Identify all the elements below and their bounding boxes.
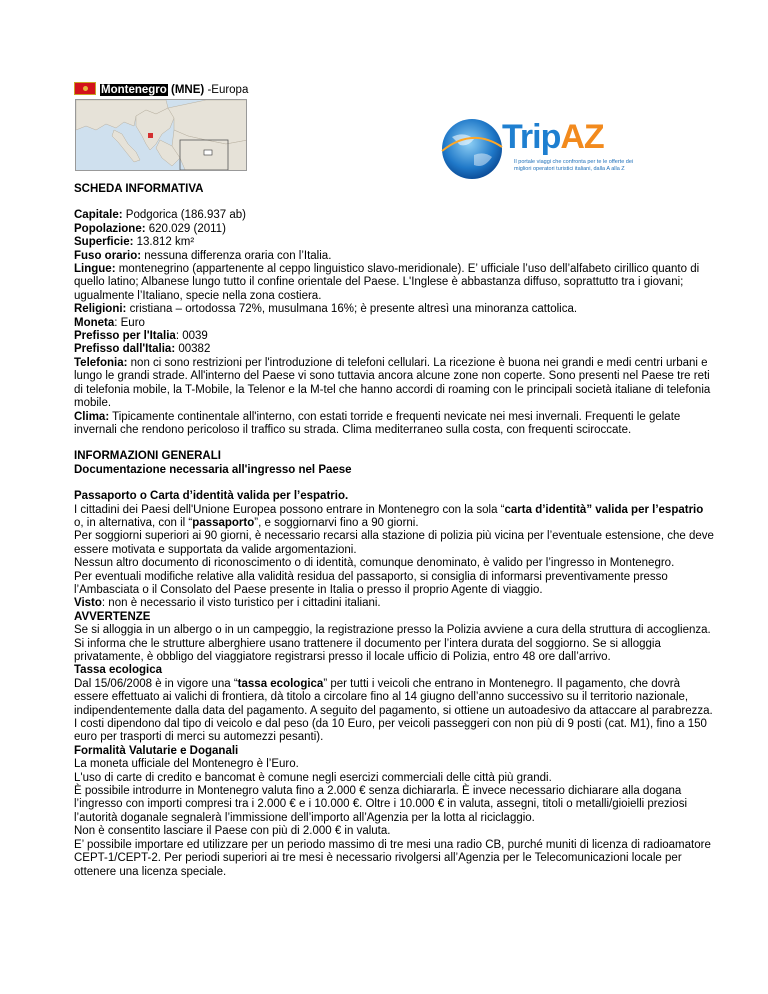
soggiorni-paragraph: Per soggiorni superiori ai 90 giorni, è necessario recarsi alla stazione di polizia più vicina per l’eventuale estensione, che deve essere motivata e supportata da valide argomentazioni. — [74, 530, 714, 556]
country-header — [74, 82, 248, 98]
prefisso-it-value: : 0039 — [175, 330, 208, 343]
moneta-line — [74, 317, 714, 330]
fuso-line — [74, 250, 714, 263]
fuso-value: nessuna differenza oraria con l’Italia. — [141, 249, 332, 262]
documento-paragraph: Nessun altro documento di riconoscimento o di identità, comunque denominato, è valido per l’ingresso in Montenegro. — [74, 557, 675, 570]
capitale-label: Capitale: — [74, 209, 123, 222]
country-region: -Europa — [207, 84, 249, 96]
formalita-p5: E’ possibile importare ed utilizzare per un periodo massimo di tre mesi una radio CB, purché muniti di licenza di radioamatore CEPT-1/CEPT-2. Per periodi superiori ai tre mesi è necessario rivolgersi all’Agenzia per le Telecomunicazioni locale per ottenere una licenza speciale. — [74, 838, 711, 878]
clima-value: Tipicamente continentale all'interno, con estati torride e frequenti nevicate nei mesi invernali. Frequenti le gelate invernali che rendono pericoloso il traffico su strada. Clima mediterraneo sulla costa, con frequenti sciroccate. — [74, 410, 681, 436]
visto-label: Visto — [74, 597, 102, 610]
document-body — [74, 183, 714, 879]
tripaz-logo — [438, 117, 688, 183]
telefonia-line — [74, 357, 714, 411]
country-code: (MNE) — [171, 84, 205, 96]
popolazione-value: 620.029 (2011) — [145, 222, 226, 235]
superficie-label: Superficie: — [74, 236, 134, 249]
logo-tagline-1: Il portale viaggi che confronta per te le offerte dei — [514, 159, 634, 165]
clima-label: Clima: — [74, 410, 110, 423]
passaporto-paragraph — [74, 504, 714, 531]
lingue-label: Lingue: — [74, 263, 116, 276]
capitale-line — [74, 209, 714, 222]
prefisso-dall-line — [74, 343, 714, 356]
fuso-label: Fuso orario: — [74, 249, 142, 262]
superficie-line — [74, 236, 714, 249]
tassa-b: tassa ecologica — [237, 677, 324, 690]
p1-c: o, in alternativa, con il “ — [74, 516, 193, 529]
tassa-title: Tassa ecologica — [74, 664, 162, 677]
modifiche-paragraph: Per eventuali modifiche relative alla validità residua del passaporto, si consiglia di informarsi preventivamente presso l’Ambasciata o il Consolato del Paese presente in Italia o presso il proprio Agente di viaggio. — [74, 570, 668, 596]
religioni-line — [74, 303, 714, 316]
moneta-value: : Euro — [114, 316, 145, 329]
logo-brand-trip: Trip — [502, 118, 561, 156]
scheda-title: SCHEDA INFORMATIVA — [74, 183, 204, 195]
tassa-a: Dal 15/06/2008 è in vigore una “ — [74, 677, 238, 690]
religioni-value: cristiana – ortodossa 72%, musulmana 16%; è presente altresì una minoranza cattolica. — [126, 303, 578, 316]
formalita-p4: Non è consentito lasciare il Paese con più di 2.000 € in valuta. — [74, 825, 391, 838]
country-name: Montenegro — [101, 84, 167, 96]
moneta-label: Moneta — [74, 316, 115, 329]
info-subtitle: Documentazione necessaria all'ingresso nel Paese — [74, 463, 352, 476]
formalita-p2: L'uso di carte di credito e bancomat è comune negli esercizi commerciali delle città più grandi. — [74, 771, 552, 784]
passaporto-title: Passaporto o Carta d’identità valida per l’espatrio. — [74, 490, 349, 503]
popolazione-line — [74, 223, 714, 236]
p1-b: carta d’identità” valida per l’espatrio — [504, 503, 704, 516]
avvertenze-paragraph: Se si alloggia in un albergo o in un campeggio, la registrazione presso la Polizia avviene a cura della struttura di accoglienza. Si informa che le strutture alberghiere usano trattenere il documento per l’intera durata del soggiorno. Se si alloggia privatamente, è obbligo del viaggiatore registrarsi presso il locale ufficio di Polizia, entro 48 ore dall’arrivo. — [74, 624, 711, 663]
p1-a: I cittadini dei Paesi dell'Unione Europea possono entrare in Montenegro con la sola “ — [74, 503, 505, 516]
avvertenze-title: AVVERTENZE — [74, 610, 151, 623]
formalita-p1: La moneta ufficiale del Montenegro è l’Euro. — [74, 758, 299, 771]
p1-d: passaporto — [192, 516, 255, 529]
visto-value: : non è necessario il visto turistico per i cittadini italiani. — [101, 597, 381, 610]
visto-line — [74, 597, 714, 610]
tassa-c: ” per tutti i veicoli che entrano in Montenegro. Il pagamento, che dovrà essere effettuato ai valichi di frontiera, dà titolo a circolare fino al 14 giugno dell’anno successivo su il territorio nazionale, indipendentemente dalla data del pagamento. A seguito del pagamento, si ottiene un autoadesivo da attaccare al parabrezza. I costi dipendono dal tipo di veicolo e dal peso (da 10 Euro, per veicoli passeggeri con non più di 9 posti (cat. M1), fino a 150 euro per trasporti di merci su automezzi pesanti). — [74, 677, 713, 744]
logo-tagline-2: migliori operatori turistici italiani, dalla A alla Z — [514, 165, 625, 172]
formalita-p3: È possibile introdurre in Montenegro valuta fino a 2.000 € senza dichiararla. È invece necessario dichiarare alla dogana l’ingresso con importi compresi tra i 2.000 € e i 10.000 €. Oltre i 10.000 € in valuta, assegni, titoli o metalli/gioielli preziosi l’autorità doganale segnalerà l’immissione dell’importo all’Agenzia per la lotta al riciclaggio. — [74, 785, 688, 824]
prefisso-dall-value: 00382 — [175, 343, 211, 356]
formalita-title: Formalità Valutarie e Doganali — [74, 744, 239, 757]
info-title: INFORMAZIONI GENERALI — [74, 450, 221, 463]
religioni-label: Religioni: — [74, 303, 127, 316]
p1-e: ”, e soggiornarvi fino a 90 giorni. — [254, 516, 419, 529]
prefisso-it-label: Prefisso per l'Italia — [74, 330, 176, 343]
telefonia-label: Telefonia: — [74, 356, 128, 369]
popolazione-label: Popolazione: — [74, 222, 146, 235]
location-map — [75, 99, 247, 171]
telefonia-value: non ci sono restrizioni per l'introduzione di telefoni cellulari. La ricezione è buona nei grandi e medi centri urbani e lungo le grandi strade. All'interno del Paese vi sono tuttavia ancora alcune zone non coperte. Sono presenti nel Paese tre reti di telefonia mobile, la T-Mobile, la Telenor e la M-tel che hanno accordi di roaming con le principali società italiane di telefonia mobile. — [74, 356, 711, 410]
superficie-value: 13.812 km² — [133, 236, 195, 249]
prefisso-dall-label: Prefisso dall'Italia: — [74, 343, 176, 356]
logo-brand-az: AZ — [560, 118, 604, 156]
montenegro-flag-icon — [74, 82, 96, 95]
lingue-value: montenegrino (appartenente al ceppo linguistico slavo-meridionale). E’ ufficiale l’uso dell’alfabeto cirillico quanto di quello latino; Albanese lungo tutto il confine orientale del Paese. L'Inglese è abbastanza diffuso, soprattutto tra i giovani; ugualmente l’Italiano, specie nella zona costiera. — [74, 263, 700, 302]
prefisso-it-line — [74, 330, 714, 343]
lingue-line — [74, 263, 714, 303]
tassa-paragraph — [74, 678, 714, 745]
map-graphic-icon — [76, 100, 247, 171]
capitale-value: Podgorica (186.937 ab) — [122, 209, 246, 222]
clima-line — [74, 411, 714, 438]
